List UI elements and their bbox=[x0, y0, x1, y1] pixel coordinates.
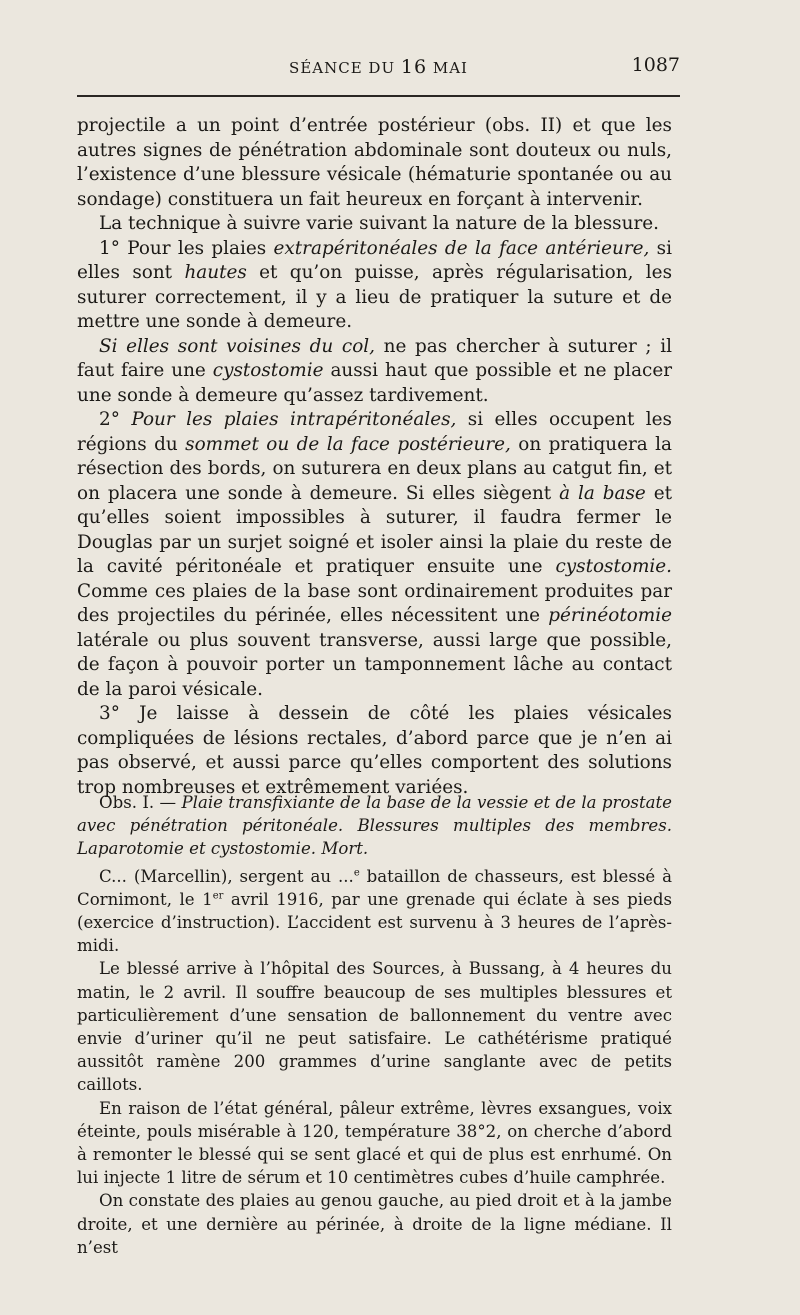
paragraph-5: 2° Pour les plaies intrapéritonéales, si elles occupent les régions du sommet ou de la face postérieure, on pratiquera la résection des bords, on suturera en deux plans au catgut fin, et on placera une sonde à demeure. Si elles siègent à la base et qu’elles soient impossibles à suturer, il faudra fermer le Douglas par un surjet soigné et isoler ainsi la plaie du reste de la cavité péritonéale et pratiquer ensuite une cystostomie. Comme ces plaies de la base sont ordinairement produites par des projectiles du périnée, elles nécessitent une périnéotomie latérale ou plus souvent transverse, aussi large que possible, de façon à pouvoir porter un tamponnement lâche au contact de la paroi vésicale. bbox=[77, 409, 672, 700]
paragraph-1: projectile a un point d’entrée postérieur (obs. II) et que les autres signes de pénétration abdominale sont douteux ou nuls, l’existence d’une blessure vésicale (hématurie spontanée ou au sondage) constituera un fait heureux en forçant à intervenir. bbox=[77, 115, 672, 210]
running-title: SÉANCE DU 16 MAI bbox=[289, 56, 468, 78]
observation-section bbox=[77, 791, 672, 1259]
header-rule bbox=[77, 95, 680, 97]
observation-paragraph-2: Le blessé arrive à l’hôpital des Sources, à Bussang, à 4 heures du matin, le 2 avril. Il souffre beaucoup de ses multiples blessures et particulièrement d’une sensation de ballonnement du ventre avec envie d’uriner qu’il ne peut satisfaire. Le cathétérisme pratiqué aussitôt ramène 200 grammes d’urine sanglante avec de petits caillots. bbox=[77, 959, 672, 1095]
paragraph-2: La technique à suivre varie suivant la nature de la blessure. bbox=[99, 213, 659, 234]
paragraph-4: Si elles sont voisines du col, ne pas chercher à suturer ; il faut faire une cystostomie aussi haut que possible et ne placer une sonde à demeure qu’assez tardivement. bbox=[77, 335, 673, 406]
paragraph-3: 1° Pour les plaies extrapéritonéales de la face antérieure, si elles sont hautes et qu’on puisse, après régularisation, les suturer correctement, il y a lieu de pratiquer la suture et de mettre une sonde à demeure. bbox=[77, 237, 673, 332]
observation-paragraph-1: C... (Marcellin), sergent au ...$^e$ bataillon de chasseurs, est blessé à Cornimont, le 1er avril 1916, par une grenade qui éclate à ses pieds (exercice d’instruction). L’accident est survenu à 3 heures de l’après-midi. bbox=[77, 866, 673, 956]
observation-heading: Obs. I. — Plaie transfixiante de la base de la vessie et de la prostate avec pénétration péritonéale. Blessures multiples des membres. Laparotomie et cystostomie. Mort. bbox=[77, 793, 673, 859]
page-number: 1087 bbox=[631, 54, 680, 76]
observation-paragraph-4: On constate des plaies au genou gauche, au pied droit et à la jambe droite, et une dernière au périnée, à droite de la ligne médiane. Il n’est bbox=[77, 1191, 672, 1257]
running-header bbox=[77, 52, 680, 82]
main-text bbox=[77, 114, 672, 800]
observation-paragraph-3: En raison de l’état général, pâleur extrême, lèvres exsangues, voix éteinte, pouls misérable à 120, température 38°2, on cherche d’abord à remonter le blessé qui se sent glacé et qui de plus est enrhumé. On lui injecte 1 litre de sérum et 10 centimètres cubes d’huile camphrée. bbox=[77, 1098, 672, 1188]
paragraph-6: 3° Je laisse à dessein de côté les plaies vésicales compliquées de lésions rectales, d’abord parce que je n’en ai pas observé, et aussi parce qu’elles comportent des solutions trop nombreuses et extrêmement variées. bbox=[77, 703, 672, 798]
